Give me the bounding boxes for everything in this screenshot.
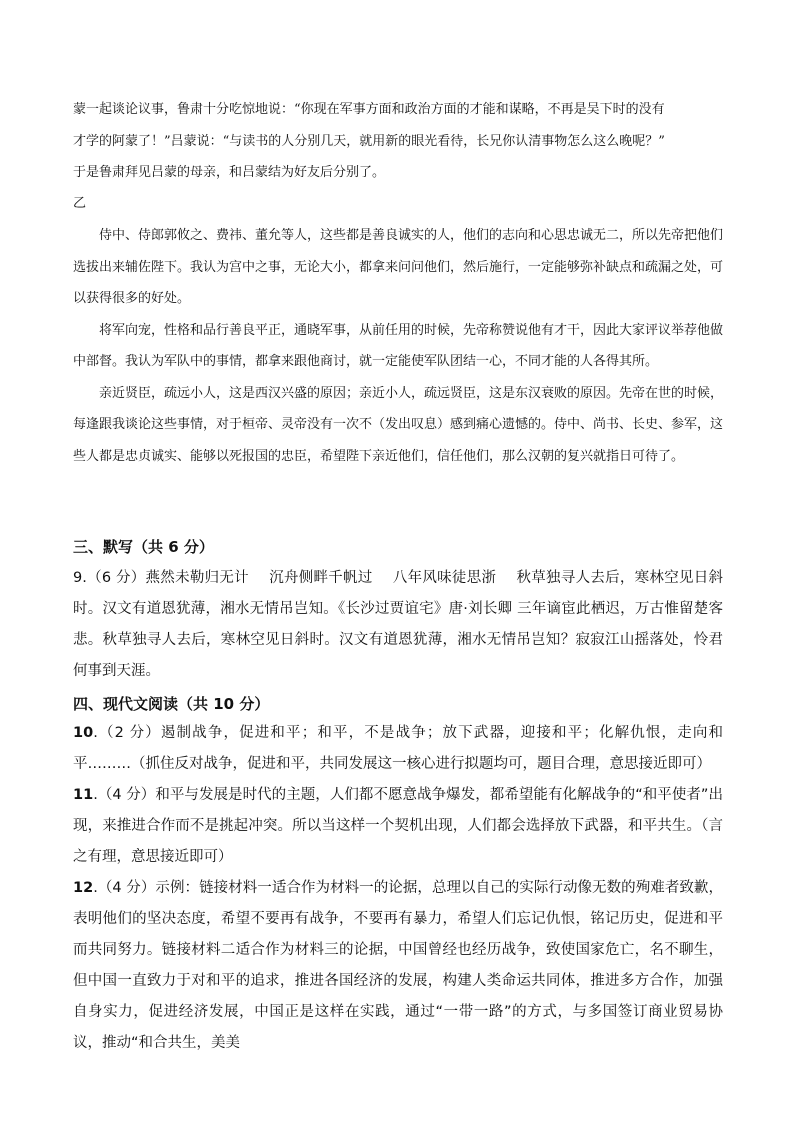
passage-yi-translation (73, 220, 723, 472)
passage-yi-paragraph: 亲近贤臣，疏远小人，这是西汉兴盛的原因；亲近小人，疏远贤臣，这是东汉衰败的原因。先帝在世的时候，每逢跟我谈论这些事情，对于桓帝、灵帝没有一次不（发出叹息）感到痛心遗憾的。侍中、尚书、长史、参军，这些人都是忠贞诚实、能够以死报国的忠臣，希望陛下亲近他们，信任他们，那么汉朝的复兴就指日可待了。 (73, 385, 724, 464)
section-heading-dictation: 三、默写（共 6 分） (73, 538, 214, 556)
answer-text: 示例：链接材料一适合作为材料一的论据，总理以自己的实际行动像无数的殉难者致歉，表明他们的坚决态度，希望不要再有战争，不要再有暴力，希望人们忘记仇恨，铭记历史，促进和平而共同努力。链接材料二适合作为材料三的论据，中国曾经也经历战争，致使国家危亡，名不聊生，但中国一直致力于对和平的追求，推进各国经济的发展，构建人类命运共同体，推进多方合作，加强自身实力，促进经济发展，中国正是这样在实践，通过“一带一路”的方式，与多国签订商业贸易协议，推动“和合共生，美美 (73, 880, 723, 1051)
question-9-text (73, 563, 723, 687)
question-score: .（2 分） (93, 725, 161, 741)
question-number: 10 (73, 725, 94, 741)
passage-jia-line: 于是鲁肃拜见吕蒙的母亲，和吕蒙结为好友后分别了。 (73, 165, 386, 180)
question-11 (73, 780, 723, 873)
question-number: 9. (73, 570, 87, 586)
answer-item: 沉舟侧畔千帆过 (268, 570, 373, 586)
passage-jia-translation (73, 94, 723, 189)
passage-jia-line: 蒙一起谈论议事，鲁肃十分吃惊地说：“你现在军事方面和政治方面的才能和谋略，不再是吴下时的没有 (73, 102, 665, 117)
passage-yi-paragraph: 将军向宠，性格和品行善良平正，通晓军事，从前任用的时候，先帝称赞说他有才干，因此大家评议举荐他做中部督。我认为军队中的事情，都拿来跟他商讨，就一定能使军队团结一心，不同才能的人各得其所。 (73, 322, 724, 369)
passage-jia-line: 才学的阿蒙了！”吕蒙说：“与读书的人分别几天，就用新的眼光看待，长兄你认清事物怎么这么晚呢？” (73, 133, 665, 149)
passage-yi-label: 乙 (73, 196, 87, 211)
answer-item: 秋草独寻人去后，寒林空见日斜时。汉文有道恩犹薄，湘水无情吊岂知。《长沙过贾谊宅》唐·刘长卿 三年谪宦此栖迟，万古惟留楚客悲。秋草独寻人去后，寒林空见日斜时。汉文有道恩犹薄，湘水无情吊岂知？寂寂江山摇落处，怜君何事到天涯。 (73, 570, 724, 679)
answer-text: 遏制战争，促进和平；和平，不是战争；放下武器，迎接和平；化解仇恨，走向和平………（抓住反对战争，促进和平，共同发展这一核心进行拟题均可，题目合理，意思接近即可） (73, 725, 723, 772)
question-score: .（4 分） (93, 787, 156, 803)
question-10 (73, 718, 723, 780)
question-score: （6 分） (86, 570, 146, 586)
passage-yi-paragraph: 侍中、侍郎郭攸之、费祎、董允等人，这些都是善良诚实的人，他们的志向和心思忠诚无二，所以先帝把他们选拔出来辅佐陛下。我认为宫中之事，无论大小，都拿来问问他们，然后施行，一定能够弥补缺点和疏漏之处，可以获得很多的好处。 (73, 228, 724, 306)
section-heading-modern-reading: 四、现代文阅读（共 10 分） (73, 695, 270, 713)
question-12 (73, 873, 723, 1059)
answer-text: 和平与发展是时代的主题，人们都不愿意战争爆发，都希望能有化解战争的“和平使者”出现，来推进合作而不是挑起冲突。所以当这样一个契机出现，人们都会选择放下武器，和平共生。（言之有理，意思接近即可） (73, 787, 723, 865)
modern-reading-answers (73, 718, 723, 1059)
question-number: 12 (73, 880, 94, 896)
answer-item: 燕然未勒归无计 (145, 570, 249, 586)
question-score: .（4 分） (93, 880, 156, 896)
question-9 (73, 563, 723, 687)
question-number: 11 (73, 787, 94, 803)
answer-item: 八年风味徒思浙 (392, 570, 497, 586)
